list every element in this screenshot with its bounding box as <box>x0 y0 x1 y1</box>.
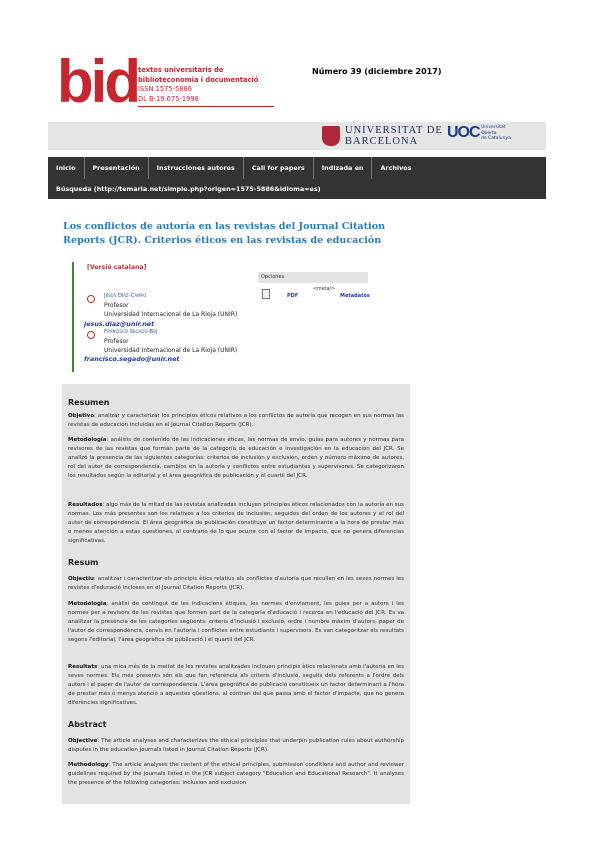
options-heading: Opciones <box>258 272 368 283</box>
abstract-methodology: Methodology: The article analyses the content of the ethical principles, submission conditions and author and reviewer guidelines required by the journals listed in the JCR subject category "Education and Educational Research". It analyses the presence of the following categories: inclusion and exclusion <box>68 762 404 786</box>
para-text: analitzar i caracteritzar els principis ètics relatius als conflictes d'autoria que recullen en les seves normes les revistes d'educació incloses en el Journal Citation Reports (JCR). <box>68 576 404 591</box>
uoc-line2: Oberta <box>481 130 497 136</box>
author-role: Profesor <box>104 302 129 309</box>
para-text: anàlisi de contingut de les indicacions ètiques, les normes d'enviament, les guies per a autors i les normes per a revisors de les revistes que formen part de la categoria d'educació i recerca en l'educació del JCR. Es va analitzar la presència de les categories següents: criteris d'inclusió i exclusió, ordre i nombre màxim d'autors, paper de l'autor de correspondència, canvis en l'autoria i conflictes entre estudiants i supervisors. Es van categoritzar els resultats segons l'editorial, l'àrea geogràfica de publicació i el quartil del JCR. <box>68 601 404 643</box>
logo-caption <box>138 66 288 104</box>
para-text: The article analyses the content of the ethical principles, submission conditions and author and reviewer guidelines required by the journals listed in the JCR subject category "Education and Educational Research". It analyses the presence of the following categories: inclusion and exclusion <box>68 762 404 786</box>
catalan-version-link[interactable]: [Versió catalana] <box>87 264 147 271</box>
resum-methodology: Metodologia: anàlisi de contingut de les indicacions ètiques, les normes d'enviament, les guies per a autors i les normes per a revisors de les revistes que formen part de la categoria d'educació i recerca en l'educació del JCR. Es va analitzar la presència de les categories següents: criteris d'inclusió i exclusió, ordre i nombre màxim d'autors, paper de l'autor de correspondència, canvis en l'autoria i conflictes entre estudiants i supervisors. Es van categoritzar els resultats segons l'editorial, l'àrea geogràfica de publicació i el quartil del JCR. <box>68 601 404 643</box>
para-text: analizar y caracterizar los principios éticos relativos a los conflictos de autoría que recogen en sus normas las revistas de educación incluidas en el Journal Citation Reports (JCR). <box>68 413 404 428</box>
logo-divider <box>138 106 274 107</box>
author-email[interactable]: francisco.segado@unir.net <box>84 355 180 363</box>
resumen-objective: Objetivo: analizar y caracterizar los principios éticos relativos a los conflictos de autoría que recogen en sus normas las revistas de educación incluidas en el Journal Citation Reports (JCR). <box>68 413 404 428</box>
para-text: análisis de contenido de las indicaciones éticas, las normas de envío, guías para autores y normas para revisores de las revistas que forman parte de la categoría de educación e investigación en la educación del JCR. Se analizó la presencia de las siguientes categorías: criterios de inclusión y exclusión, orden y número máximo de autores, rol del autor de correspondencia, cambios en la autoría y conflictos entre estudiantes y supervisores. Se categorizaron los resultados según la editorial y el área geográfica de publicación y el cuartil del JCR. <box>68 437 404 479</box>
uoc-line1: Universitat <box>481 125 506 130</box>
para-label: Objetivo <box>68 413 95 419</box>
uoc-name <box>481 125 511 142</box>
legal-deposit: DL B-19.675-1998 <box>138 94 199 103</box>
nav-archivos[interactable]: Archivos <box>380 164 412 172</box>
author-affiliation: Universidad Internacional de La Rioja (UNIR) <box>104 347 238 354</box>
metadata-link[interactable]: Metadatos <box>340 293 370 299</box>
uoc-line3: de Catalunya <box>481 136 511 141</box>
para-label: Objective <box>68 738 98 744</box>
nav-instrucciones[interactable]: Instrucciones autores <box>149 157 244 179</box>
para-text: algo más de la mitad de las revistas analizadas incluyen principios éticos relacionados con la autoría en sus normas. Los más presentes son los relativos a los criterios de inclusión, seguidos del orden de los autores y el rol del autor de correspondencia. El área geográfica de publicación constituye un factor determinante a la hora de prestar más o menos atención a estas cuestiones, al contrario de lo que ocurre con el factor de impacto, que no genera diferencias significativas. <box>68 502 404 544</box>
author-info-icon[interactable] <box>87 331 95 339</box>
para-label: Metodologia <box>68 601 107 607</box>
issn: ISSN 1575-5886 <box>138 85 193 94</box>
logo-line1: textos universitaris de <box>138 66 224 74</box>
nav-inicio[interactable]: Inicio <box>48 157 85 179</box>
nav-call-for-papers[interactable]: Call for papers <box>244 157 314 179</box>
author-name[interactable]: Francisco Segado-Boj <box>104 329 158 335</box>
resum-objective: Objectiu: analitzar i caracteritzar els principis ètics relatius als conflictes d'autoria que recullen en les seves normes les revistes d'educació incloses en el Journal Citation Reports (JCR). <box>68 576 404 591</box>
para-label: Resultados <box>68 502 103 508</box>
issue-number: Número 39 (diciembre 2017) <box>312 67 442 76</box>
meta-tag-label: <meta/> <box>313 287 336 292</box>
abstract-objective: Objective: The article analyses and characterizes the ethical principles that underpin publication rules about authorship disputes in the education journals listed in Journal Citation Reports (JCR). <box>68 738 404 753</box>
resumen-results: Resultados: algo más de la mitad de las revistas analizadas incluyen principios éticos relacionados con la autoría en sus normas. Los más presentes son los relativos a los criterios de inclusión, seguidos del orden de los autores y el rol del autor de correspondencia. El área geográfica de publicación constituye un factor determinante a la hora de prestar más o menos atención a estas cuestiones, al contrario de lo que ocurre con el factor de impacto, que no genera diferencias significativas. <box>68 502 404 544</box>
para-text: The article analyses and characterizes the ethical principles that underpin publication rules about authorship disputes in the education journals listed in Journal Citation Reports (JCR). <box>68 738 404 753</box>
author-email[interactable]: jesus.diaz@unir.net <box>84 320 155 328</box>
nav-indizada[interactable]: Indizada en <box>314 157 373 179</box>
resum-results: Resultats: una mica més de la meitat de les revistes analitzades inclouen principis ètics relacionats amb l'autoria en les seves normes. Els més presents són els que fan referència als criteris d'inclusió, seguits dels referents a l'ordre dels autors i el paper de l'autor de correspondència. L'àrea geogràfica de publicació constitueix un factor determinant a l'hora de prestar més o menys atenció a aquestes qüestions, al contrari del que passa amb el factor d'impacte, que no genera diferències significatives. <box>68 664 405 706</box>
resum-heading: Resum <box>68 558 99 567</box>
article-title: Los conflictos de autoría en las revistas del Journal Citation Reports (JCR). Criterios éticos en las revistas de educación <box>63 221 386 246</box>
pdf-link[interactable]: PDF <box>287 293 299 299</box>
author-role: Profesor <box>104 338 129 345</box>
resumen-heading: Resumen <box>68 398 110 407</box>
resumen-methodology: Metodología: análisis de contenido de las indicaciones éticas, las normas de envío, guías para autores y normas para revisores de las revistas que forman parte de la categoría de educación e investigación en la educación del JCR. Se analizó la presencia de las siguientes categorías: criterios de inclusión y exclusión, orden y número máximo de autores, rol del autor de correspondencia, cambios en la autoría y conflictos entre estudiantes y supervisores. Se categorizaron los resultados según la editorial y el área geográfica de publicación y el cuartil del JCR. <box>68 437 404 479</box>
author-info-icon[interactable] <box>87 295 95 303</box>
para-label: Resultats <box>68 664 98 670</box>
nav-presentacion[interactable]: Presentación <box>85 157 149 179</box>
para-label: Metodología <box>68 437 107 443</box>
uoc-logo[interactable]: UOC <box>447 124 480 141</box>
para-label: Objectiu <box>68 576 94 582</box>
ub-crest-icon <box>322 126 340 146</box>
para-text: una mica més de la meitat de les revistes analitzades inclouen principis ètics relacionats amb l'autoria en les seves normes. Els més presents són els que fan referència als criteris d'inclusió, seguits dels referents a l'ordre dels autors i el paper de l'autor de correspondència. L'àrea geogràfica de publicació constitueix un factor determinant a l'hora de prestar més o menys atenció a aquestes qüestions, al contrari del que passa amb el factor d'impacte, que no genera diferències significatives. <box>68 664 405 706</box>
search-link[interactable]: Búsqueda (http://temaria.net/simple.php?origen=1575-5886&idioma=es) <box>48 179 546 199</box>
bid-logo: bid <box>57 48 138 115</box>
ub-name-line1[interactable]: UNIVERSITAT DE <box>345 125 443 136</box>
para-label: Methodology <box>68 762 109 768</box>
ub-name-line2[interactable]: BARCELONA <box>345 136 419 147</box>
pdf-file-icon[interactable] <box>262 289 270 299</box>
main-nav <box>48 157 546 179</box>
author-affiliation: Universidad Internacional de La Rioja (UNIR) <box>104 311 238 318</box>
logo-line2: biblioteconomia i documentació <box>138 75 259 84</box>
author-name[interactable]: Jesús Díaz-Campo <box>104 293 147 299</box>
abstract-heading: Abstract <box>68 720 107 729</box>
